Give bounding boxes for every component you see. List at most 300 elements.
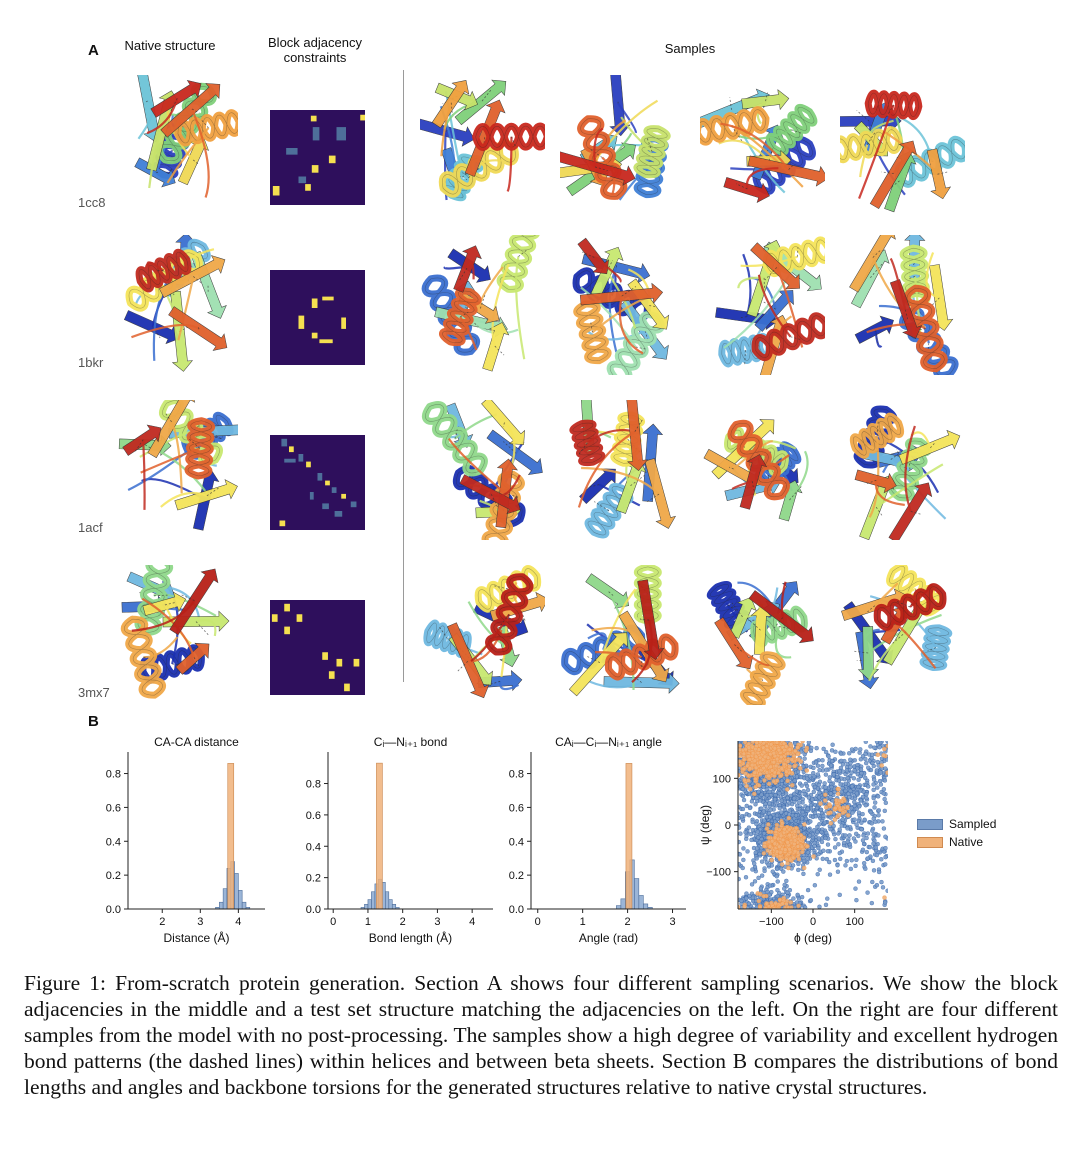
caption-text: From-scratch protein generation. Section A shows four different sampling scenarios. We show the block adjacencies in the middle and a test set structure matching the adjacencies on the left. On the right are four different samples from the model with no post-processing. The samples show a high degree of variability and excellent hydrogen bond patterns (the dashed lines) within helices and between beta sheets. Section B compares the distributions of bond lengths and angles and backbone torsions for the generated structures relative to native crystal structures. (24, 971, 1058, 1099)
scatter-point-sampled (805, 784, 809, 788)
scatter-point-sampled (750, 838, 754, 842)
scatter-point-sampled (833, 845, 837, 849)
scatter-point-sampled (882, 827, 886, 831)
scatter-point-sampled (806, 851, 810, 855)
protein-segment (583, 570, 635, 614)
scatter-point-sampled (744, 892, 748, 896)
column-header-block-line1: Block adjacency (268, 35, 362, 50)
pdb-id-label: 1cc8 (78, 195, 106, 210)
scatter-point-sampled (845, 826, 849, 830)
scatter-point-sampled (838, 851, 842, 855)
caption-label: Figure 1: (24, 971, 107, 995)
scatter-point-sampled (744, 896, 748, 900)
scatter-point-native (751, 751, 755, 755)
scatter-point-sampled (821, 849, 825, 853)
scatter-point-sampled (836, 863, 840, 867)
scatter-point-native (767, 782, 771, 786)
scatter-point-sampled (773, 797, 777, 801)
scatter-point-native (802, 866, 806, 870)
scatter-point-sampled (751, 828, 755, 832)
scatter-point-native (778, 898, 782, 902)
scatter-point-sampled (788, 809, 792, 813)
scatter-point-sampled (807, 740, 811, 744)
scatter-point-native (802, 822, 806, 826)
matrix-block (329, 156, 336, 164)
scatter-point-sampled (756, 835, 760, 839)
scatter-point-sampled (862, 861, 866, 865)
scatter-point-native (773, 842, 777, 846)
scatter-point-sampled (866, 891, 870, 895)
scatter-point-sampled (776, 880, 780, 884)
scatter-point-native (876, 753, 880, 757)
scatter-point-sampled (853, 840, 857, 844)
scatter-point-sampled (855, 823, 859, 827)
scatter-point-sampled (799, 775, 803, 779)
scatter-point-native (780, 862, 784, 866)
scatter-point-sampled (814, 814, 818, 818)
scatter-point-native (833, 818, 837, 822)
scatter-point-native (772, 760, 776, 764)
scatter-point-sampled (828, 873, 832, 877)
scatter-point-sampled (760, 860, 764, 864)
scatter-point-sampled (840, 824, 844, 828)
scatter-point-sampled (843, 863, 847, 867)
legend-label-native: Native (949, 835, 984, 849)
matrix-block (319, 339, 332, 343)
scatter-point-sampled (793, 905, 797, 909)
scatter-point-sampled (824, 836, 828, 840)
scatter-point-native (769, 742, 773, 746)
scatter-point-sampled (746, 849, 750, 853)
matrix-block (299, 177, 307, 184)
scatter-point-sampled (877, 808, 881, 812)
scatter-point-sampled (872, 868, 876, 872)
scatter-point-sampled (817, 905, 821, 909)
scatter-point-sampled (754, 802, 758, 806)
scatter-point-sampled (882, 791, 886, 795)
scatter-point-sampled (817, 791, 821, 795)
scatter-point-sampled (880, 819, 884, 823)
scatter-point-native (812, 854, 816, 858)
matrix-block (306, 462, 311, 468)
sample-structure-render (420, 400, 545, 540)
scatter-point-sampled (805, 777, 809, 781)
scatter-point-sampled (833, 837, 837, 841)
scatter-point-native (754, 755, 758, 759)
matrix-block (299, 316, 305, 329)
scatter-point-sampled (871, 859, 875, 863)
scatter-point-sampled (855, 791, 859, 795)
x-tick-label: 1 (579, 916, 586, 928)
scatter-point-sampled (781, 870, 785, 874)
x-tick-label: 3 (434, 916, 441, 928)
matrix-block (332, 487, 337, 493)
scatter-point-native (882, 747, 886, 751)
scatter-point-sampled (869, 810, 873, 814)
scatter-point-sampled (823, 781, 827, 785)
scatter-point-native (786, 840, 790, 844)
scatter-point-sampled (744, 875, 748, 879)
scatter-point-sampled (832, 772, 836, 776)
scatter-point-native (785, 779, 789, 783)
scatter-point-native (837, 813, 841, 817)
column-header-block (250, 35, 380, 65)
scatter-point-sampled (737, 840, 741, 844)
legend-item-native (917, 833, 996, 851)
scatter-point-sampled (812, 775, 816, 779)
scatter-point-native (880, 764, 884, 768)
scatter-point-sampled (822, 747, 826, 751)
native-structure-render (108, 400, 238, 540)
scatter-point-native (753, 747, 757, 751)
scatter-point-sampled (837, 779, 841, 783)
scatter-point-sampled (786, 891, 790, 895)
scatter-point-native (793, 849, 797, 853)
y-tick-label: 0.4 (105, 836, 121, 849)
scatter-point-sampled (775, 888, 779, 892)
scatter-point-sampled (759, 886, 763, 890)
scatter-point-sampled (800, 895, 804, 899)
scatter-point-native (772, 779, 776, 783)
histogram-bar-sampled (616, 906, 620, 909)
histogram-bar-sampled (385, 892, 388, 909)
scatter-point-sampled (829, 792, 833, 796)
scatter-point-sampled (762, 785, 766, 789)
scatter-point-native (769, 765, 773, 769)
scatter-point-sampled (790, 802, 794, 806)
scatter-point-sampled (859, 771, 863, 775)
scatter-point-native (845, 805, 849, 809)
scatter-point-sampled (816, 846, 820, 850)
scatter-point-native (763, 906, 767, 910)
scatter-point-native (775, 850, 779, 854)
scatter-point-native (794, 826, 798, 830)
scatter-point-native (775, 740, 779, 744)
scatter-point-sampled (800, 784, 804, 788)
scatter-point-sampled (806, 807, 810, 811)
matrix-block (322, 652, 328, 660)
scatter-point-sampled (763, 857, 767, 861)
scatter-point-sampled (863, 867, 867, 871)
scatter-point-sampled (762, 831, 766, 835)
scatter-point-sampled (742, 798, 746, 802)
scatter-point-sampled (825, 897, 829, 901)
sample-structure-render (700, 75, 825, 215)
chart-title: CA-CA distance (154, 735, 239, 749)
scatter-point-sampled (801, 810, 805, 814)
scatter-point-sampled (859, 768, 863, 772)
scatter-point-sampled (821, 857, 825, 861)
scatter-point-sampled (762, 809, 766, 813)
scatter-point-sampled (830, 785, 834, 789)
scatter-point-sampled (879, 783, 883, 787)
scatter-point-sampled (750, 868, 754, 872)
scatter-point-sampled (875, 883, 879, 887)
scatter-point-sampled (838, 857, 842, 861)
scatter-point-native (780, 767, 784, 771)
scatter-point-sampled (757, 876, 761, 880)
scatter-point-sampled (833, 858, 837, 862)
scatter-point-sampled (843, 833, 847, 837)
scatter-point-sampled (803, 757, 807, 761)
scatter-point-sampled (868, 845, 872, 849)
histogram-bar-sampled (238, 890, 242, 909)
scatter-point-sampled (874, 845, 878, 849)
scatter-point-sampled (772, 787, 776, 791)
scatter-point-native (768, 851, 772, 855)
scatter-point-sampled (828, 795, 832, 799)
scatter-point-sampled (737, 877, 741, 881)
histogram-bar-sampled (242, 902, 246, 909)
scatter-point-native (800, 845, 804, 849)
scatter-point-sampled (812, 844, 816, 848)
y-tick-label: 0.2 (305, 872, 321, 885)
scatter-point-sampled (784, 879, 788, 883)
panel-a-divider (403, 70, 404, 682)
scatter-point-native (742, 758, 746, 762)
sample-structure-render (560, 565, 685, 705)
scatter-point-sampled (741, 807, 745, 811)
scatter-point-native (742, 752, 746, 756)
scatter-point-sampled (871, 842, 875, 846)
scatter-point-sampled (768, 815, 772, 819)
scatter-point-sampled (826, 849, 830, 853)
scatter-point-native (765, 770, 769, 774)
scatter-point-sampled (883, 809, 887, 813)
scatter-point-native (792, 764, 796, 768)
scatter-point-sampled (857, 811, 861, 815)
protein-segment (498, 235, 538, 292)
histogram-bar-sampled (235, 873, 239, 909)
native-structure-render (108, 235, 238, 375)
scatter-point-sampled (750, 799, 754, 803)
scatter-point-sampled (804, 817, 808, 821)
histogram-bar-native (626, 763, 632, 909)
scatter-point-native (747, 746, 751, 750)
scatter-point-native (772, 906, 776, 910)
scatter-point-sampled (872, 782, 876, 786)
scatter-point-sampled (801, 872, 805, 876)
scatter-point-native (789, 744, 793, 748)
matrix-block (337, 127, 347, 140)
scatter-point-native (770, 768, 774, 772)
scatter-point-sampled (879, 770, 883, 774)
scatter-point-sampled (824, 785, 828, 789)
x-axis-label: Angle (rad) (578, 931, 639, 945)
scatter-point-sampled (809, 898, 813, 902)
scatter-point-sampled (876, 760, 880, 764)
y-tick-label: 0.0 (105, 904, 121, 916)
column-header-native: Native structure (124, 38, 216, 53)
scatter-point-sampled (879, 857, 883, 861)
scatter-point-sampled (765, 793, 769, 797)
scatter-point-sampled (812, 790, 816, 794)
scatter-point-sampled (795, 774, 799, 778)
scatter-point-sampled (883, 862, 887, 866)
scatter-point-native (841, 811, 845, 815)
scatter-point-sampled (747, 813, 751, 817)
matrix-block (311, 116, 317, 122)
scatter-point-native (786, 861, 790, 865)
scatter-point-native (836, 787, 840, 791)
y-tick-label: 0 (724, 820, 731, 832)
scatter-point-native (745, 784, 749, 788)
scatter-point-sampled (741, 787, 745, 791)
scatter-point-sampled (862, 833, 866, 837)
matrix-block (272, 614, 278, 622)
scatter-point-native (783, 827, 787, 831)
scatter-point-sampled (826, 843, 830, 847)
scatter-point-sampled (824, 903, 828, 907)
scatter-point-sampled (850, 747, 854, 751)
scatter-point-native (784, 744, 788, 748)
scatter-point-native (765, 827, 769, 831)
scatter-point-sampled (795, 804, 799, 808)
scatter-point-sampled (806, 788, 810, 792)
scatter-point-sampled (814, 760, 818, 764)
x-tick-label: 0 (809, 916, 817, 928)
scatter-point-native (742, 778, 746, 782)
matrix-block (312, 299, 318, 309)
scatter-point-sampled (870, 756, 874, 760)
scatter-point-sampled (883, 846, 887, 850)
scatter-point-sampled (883, 797, 887, 801)
scatter-point-sampled (747, 826, 751, 830)
scatter-point-native (781, 902, 785, 906)
sample-structure-render (560, 400, 685, 540)
legend-item-sampled (917, 815, 996, 833)
scatter-point-sampled (885, 739, 889, 743)
scatter-point-sampled (823, 821, 827, 825)
scatter-point-native (752, 792, 756, 796)
scatter-point-sampled (754, 796, 758, 800)
scatter-point-sampled (848, 833, 852, 837)
scatter-point-sampled (878, 741, 882, 745)
scatter-point-sampled (755, 846, 759, 850)
scatter-point-native (789, 900, 793, 904)
scatter-point-sampled (769, 890, 773, 894)
sample-structure-render (700, 235, 825, 375)
scatter-point-native (827, 811, 831, 815)
scatter-point-sampled (828, 775, 832, 779)
scatter-point-native (762, 844, 766, 848)
scatter-point-sampled (854, 898, 858, 902)
scatter-point-sampled (863, 818, 867, 822)
scatter-point-sampled (848, 765, 852, 769)
matrix-block (289, 446, 294, 452)
matrix-block (313, 127, 320, 140)
scatter-point-sampled (886, 889, 890, 893)
histogram-bar-sampled (364, 904, 367, 909)
adjacency-matrix (270, 110, 365, 205)
scatter-point-sampled (853, 887, 857, 891)
scatter-point-sampled (868, 744, 872, 748)
scatter-point-sampled (875, 768, 879, 772)
scatter-point-sampled (773, 793, 777, 797)
scatter-point-sampled (863, 757, 867, 761)
scatter-point-native (765, 748, 769, 752)
matrix-block (312, 333, 318, 339)
scatter-point-sampled (872, 746, 876, 750)
matrix-block (329, 671, 335, 679)
x-axis-label: ϕ (deg) (793, 931, 833, 945)
sample-structure-render (840, 75, 965, 215)
scatter-point-sampled (836, 842, 840, 846)
scatter-point-sampled (836, 831, 840, 835)
scatter-point-native (742, 767, 746, 771)
scatter-point-sampled (839, 782, 843, 786)
matrix-block (341, 318, 346, 329)
scatter-point-native (784, 857, 788, 861)
scatter-point-native (782, 762, 786, 766)
scatter-points (736, 739, 890, 911)
scatter-point-native (768, 845, 772, 849)
scatter-point-native (750, 763, 754, 767)
scatter-point-sampled (803, 792, 807, 796)
scatter-point-native (787, 816, 791, 820)
scatter-point-native (767, 836, 771, 840)
scatter-point-sampled (784, 811, 788, 815)
scatter-point-native (777, 845, 781, 849)
x-tick-label: 4 (469, 916, 476, 928)
scatter-point-sampled (741, 858, 745, 862)
scatter-point-sampled (852, 776, 856, 780)
scatter-point-sampled (870, 880, 874, 884)
scatter-point-sampled (876, 794, 880, 798)
scatter-point-sampled (769, 808, 773, 812)
scatter-point-native (837, 799, 841, 803)
scatter-point-sampled (738, 832, 742, 836)
scatter-point-sampled (824, 831, 828, 835)
scatter-point-native (788, 765, 792, 769)
scatter-point-native (796, 752, 800, 756)
scatter-point-sampled (864, 761, 868, 765)
x-tick-label: 2 (624, 916, 631, 928)
scatter-point-sampled (794, 813, 798, 817)
scatter-point-sampled (828, 827, 832, 831)
scatter-point-sampled (872, 833, 876, 837)
scatter-point-sampled (785, 895, 789, 899)
histogram-bar-sampled (392, 904, 395, 909)
x-tick-label: 2 (399, 916, 406, 928)
scatter-point-sampled (813, 811, 817, 815)
scatter-point-sampled (878, 745, 882, 749)
scatter-point-sampled (831, 743, 835, 747)
chart-title: Cᵢ—Nᵢ₊₁ bond (373, 735, 448, 749)
scatter-point-sampled (796, 868, 800, 872)
scatter-point-native (743, 740, 747, 744)
scatter-point-native (786, 759, 790, 763)
scatter-point-sampled (870, 761, 874, 765)
matrix-block (351, 502, 357, 508)
matrix-block (360, 115, 365, 121)
scatter-point-sampled (872, 778, 876, 782)
legend-swatch-native (917, 837, 943, 848)
scatter-point-native (805, 844, 809, 848)
scatter-point-sampled (764, 802, 768, 806)
scatter-point-sampled (879, 880, 883, 884)
scatter-point-sampled (829, 816, 833, 820)
scatter-point-sampled (751, 820, 755, 824)
scatter-point-sampled (816, 772, 820, 776)
scatter-point-sampled (791, 897, 795, 901)
scatter-point-sampled (884, 801, 888, 805)
scatter-point-sampled (866, 784, 870, 788)
scatter-point-sampled (857, 804, 861, 808)
histogram-bar-native (228, 763, 234, 909)
scatter-point-sampled (850, 858, 854, 862)
scatter-point-sampled (824, 773, 828, 777)
